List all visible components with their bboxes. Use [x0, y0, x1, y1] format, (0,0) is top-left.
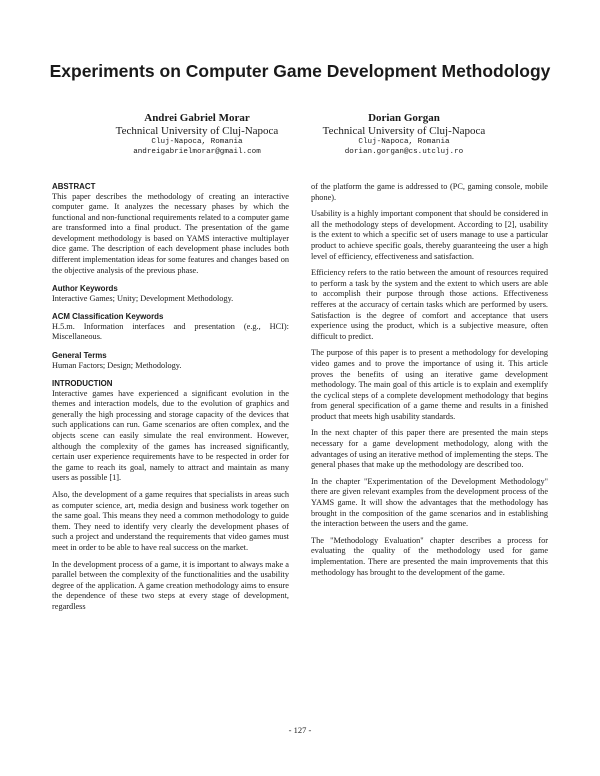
author-block-2	[304, 112, 504, 157]
introduction-heading: INTRODUCTION	[52, 379, 113, 389]
author-keywords-heading: Author Keywords	[52, 284, 118, 294]
author-affiliation: Technical University of Cluj-Napoca	[115, 125, 279, 137]
body-paragraph: The "Methodology Evaluation" chapter describes a process for evaluating the quality of the methodology used for game implementation. There are presented the main improvements that this methodology has brought to the development of the game.	[311, 535, 548, 577]
right-column	[311, 182, 548, 584]
abstract-heading: ABSTRACT	[52, 182, 96, 191]
general-terms-text: Human Factors; Design; Methodology.	[52, 360, 182, 370]
author-location: Cluj-Napoca, Romania	[358, 138, 450, 146]
author-location: Cluj-Napoca, Romania	[151, 138, 243, 146]
general-terms-heading: General Terms	[52, 351, 107, 361]
author-keywords-text: Interactive Games; Unity; Development Methodology.	[52, 293, 234, 303]
page-number: - 127 -	[288, 725, 312, 735]
body-paragraph: Usability is a highly important component that should be considered in all the methodology steps of development. According to [2], usability is the extent to which a specific set of users manage to use a particular product to achieve specific goals, thereby guaranteeing the user a high level of efficiency, effectiveness and satisfaction.	[311, 209, 548, 261]
acm-classification-text: H.5.m. Information interfaces and presentation (e.g., HCI): Miscellaneous.	[52, 321, 289, 342]
author-email: andreigabrielmorar@gmail.com	[133, 147, 261, 156]
paper-title: Experiments on Computer Game Development Methodology	[49, 61, 551, 81]
body-paragraph: In the next chapter of this paper there are presented the main steps necessary for a game development methodology, along with the advantages of using an iterative method of implementing the steps. The general phases that make up the methodology are described too.	[311, 428, 548, 470]
author-block-1	[97, 112, 297, 157]
author-name: Dorian Gorgan	[368, 112, 440, 124]
acm-classification-heading: ACM Classification Keywords	[52, 312, 164, 322]
body-paragraph: The purpose of this paper is to present a methodology for developing video games and to prove the importance of using it. This article proves the benefits of using an iterative game development methodology. The main goal of this article is to explain and exemplify the cyclical steps of a complete development methodology that begins from general specification of a game theme and results in a finished product that meets high usability standards.	[311, 348, 548, 421]
introduction-paragraph: Interactive games have experienced a significant evolution in the themes and interaction models, due to the evolution of graphics and generally the high processing and storage capacity of the devices that such applications can run. Game scenarios are often complex, and the objects scene can easily simulate the real environment. However, although the complexity of the games has increased significantly, certain user experience requirements have to be respected in order for the game to reach its goal, namely to attract and maintain as many users as possible [1].	[52, 388, 289, 483]
author-email: dorian.gorgan@cs.utcluj.ro	[344, 147, 464, 156]
author-name: Andrei Gabriel Morar	[144, 112, 250, 124]
body-paragraph: In the chapter "Experimentation of the Development Methodology" there are given relevant examples from the development process of the YAMS game. It will show the advantages that the methodology has brought in the composition of the game scenarios and in establishing the interaction between the users and the game.	[311, 476, 548, 529]
introduction-paragraph: In the development process of a game, it is important to always make a parallel between the complexity of the functionalities and the usability degree of the application. A game creation methodology aims to ensure the dependence of these two steps at every stage of development, regardless	[52, 559, 289, 611]
body-paragraph: Efficiency refers to the ratio between the amount of resources required to perform a task by the system and the extent to which users are able to accomplish their purpose through those actions. Effectiveness refferes at the accuracy of certain tasks which are performed by users. Satisfaction is the degree of comfort and acceptance that users experience using the product, which is a subjective measure, often difficult to predict.	[311, 268, 548, 341]
body-paragraph: of the platform the game is addressed to (PC, gaming console, mobile phone).	[311, 182, 548, 202]
left-column	[52, 182, 289, 619]
abstract-text: This paper describes the methodology of creating an interactive computer game. It analyzes the necessary phases by which the functional and non-functional requirements related to a computer game are transformed into a final product. The presentation of the game development methodology is based on YAMS interactive multiplayer dice game. The description of each development phase includes both different implementation ideas for some features and changes based on the objective analysis of the previous phase.	[52, 191, 289, 275]
introduction-paragraph: Also, the development of a game requires that specialists in areas such as computer science, art, media design and business work together on the same goal. This means they need a common methodology to guide them. They need to identify very clearly the development phases of such a project and understand the requirements that video games must meet in order to be able to have real success on the market.	[52, 489, 289, 552]
author-affiliation: Technical University of Cluj-Napoca	[322, 125, 486, 137]
